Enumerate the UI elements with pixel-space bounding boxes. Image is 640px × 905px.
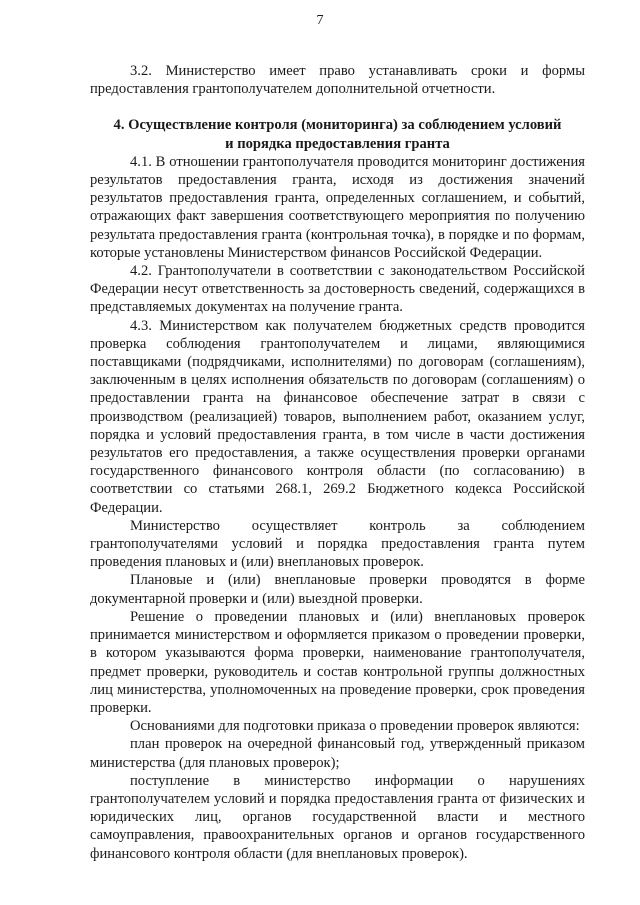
page-number: 7 (316, 13, 324, 28)
paragraph-4-2: 4.2. Грантополучатели в соответствии с законодательством Российской Федерации несут ответственность за достоверность сведений, содержащихся в представляемых документах на получение гранта. (90, 263, 585, 316)
section-4-heading (90, 116, 585, 152)
section-4-heading-line2: и порядка предоставления гранта (225, 135, 450, 152)
document-body (90, 62, 585, 863)
paragraph-plan: план проверок на очередной финансовый год, утвержденный приказом министерства (для плановых проверок); (90, 736, 585, 771)
paragraph-4-3: 4.3. Министерством как получателем бюджетных средств проводится проверка соблюдения грантополучателем и лицами, являющимися поставщиками (подрядчиками, исполнителями) по договорам (соглашениям), заключенным в целях исполнения обязательств по договорам (соглашениям) о предоставлении гранта на финансовое обеспечение затрат в связи с производством (реализацией) товаров, выполнением работ, оказанием услуг, порядка и условий предоставления гранта, в том числе в части достижения результатов его предоставления, а также осуществления проверки органами государственного финансового контроля области (по согласованию) в соответствии со статьями 268.1, 269.2 Бюджетного кодекса Российской Федерации. (90, 317, 585, 516)
paragraph-3-2: 3.2. Министерство имеет право устанавливать сроки и формы предоставления грантополучателем дополнительной отчетности. (90, 63, 585, 98)
paragraph-grounds: Основаниями для подготовки приказа о проведении проверок являются: (130, 718, 580, 735)
paragraph-control: Министерство осуществляет контроль за соблюдением грантополучателями условий и порядка предоставления гранта путем проведения плановых и (или) внеплановых проверок. (90, 517, 585, 571)
section-4-heading-line1: 4. Осуществление контроля (мониторинга) за соблюдением условий (113, 117, 562, 134)
paragraph-decision: Решение о проведении плановых и (или) внеплановых проверок принимается министерством и оформляется приказом о проведении проверки, в котором указываются форма проверки, наименование грантополучателя, предмет проверки, руководитель и состав контрольной группы должностных лиц министерства, уполномоченных на проведение проверки, срок проведения проверки. (90, 608, 585, 716)
paragraph-forms: Плановые и (или) внеплановые проверки проводятся в форме документарной проверки и (или) выездной проверки. (90, 572, 585, 607)
paragraph-4-1: 4.1. В отношении грантополучателя проводится мониторинг достижения результатов предоставления гранта, исходя из достижения значений результатов предоставления гранта, определенных соглашением, и событий, отражающих факт завершения соответствующего мероприятия по получению результата предоставления гранта (контрольная точка), в порядке и по формам, которые установлены Министерством финансов Российской Федерации. (90, 153, 585, 261)
paragraph-info: поступление в министерство информации о нарушениях грантополучателем условий и порядка предоставления гранта от физических и юридических лиц, органов государственной власти и местного самоуправления, правоохранительных органов и органов государственного финансового контроля области (для внеплановых проверок). (90, 772, 585, 862)
